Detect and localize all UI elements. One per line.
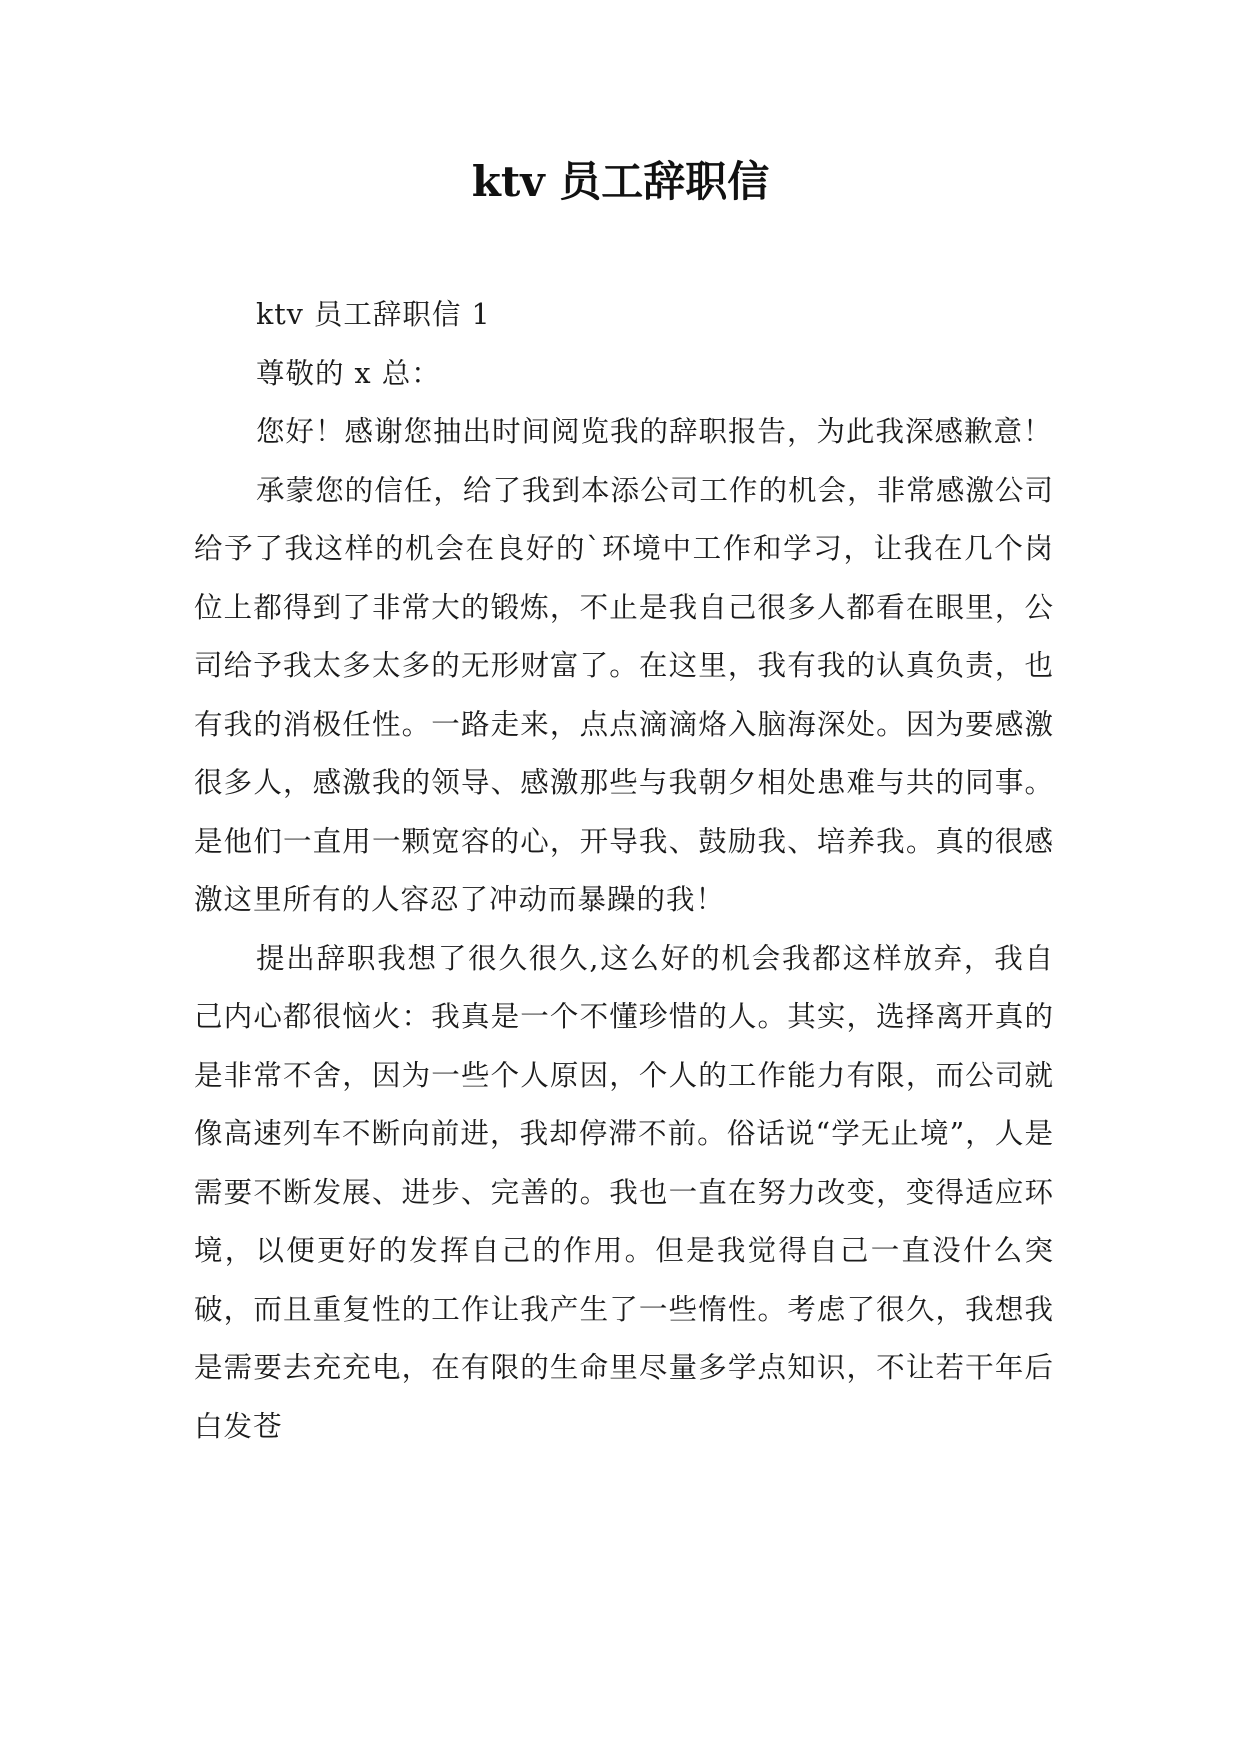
paragraph: 提出辞职我想了很久很久,这么好的机会我都这样放弃，我自己内心都很恼火：我真是一个不懂珍惜的人。其实，选择离开真的是非常不舍，因为一些个人原因，个人的工作能力有限，而公司就像高速列车不断向前进，我却停滞不前。俗话说“学无止境”，人是需要不断发展、进步、完善的。我也一直在努力改变，变得适应环境，以便更好的发挥自己的作用。但是我觉得自己一直没什么突破，而且重复性的工作让我产生了一些惰性。考虑了很久，我想我是需要去充充电，在有限的生命里尽量多学点知识，不让若干年后白发苍	[194, 941, 1054, 1443]
letter-subtitle: ktv 员工辞职信 1	[256, 298, 491, 331]
paragraph: 承蒙您的信任，给了我到本添公司工作的机会，非常感激公司给予了我这样的机会在良好的`环境中工作和学习，让我在几个岗位上都得到了非常大的锻炼，不止是我自己很多人都看在眼里，公司给予我太多太多的无形财富了。在这里，我有我的认真负责，也有我的消极任性。一路走来，点点滴滴烙入脑海深处。因为要感激很多人，感激我的领导、感激那些与我朝夕相处患难与共的同事。是他们一直用一颗宽容的心，开导我、鼓励我、培养我。真的很感激这里所有的人容忍了冲动而暴躁的我！	[194, 473, 1054, 916]
document-body	[194, 286, 1054, 1456]
letter-salutation: 尊敬的 x 总：	[256, 356, 441, 390]
paragraph: 您好！感谢您抽出时间阅览我的辞职报告，为此我深感歉意！	[256, 415, 1053, 448]
document-title: ktv 员工辞职信	[471, 157, 770, 206]
